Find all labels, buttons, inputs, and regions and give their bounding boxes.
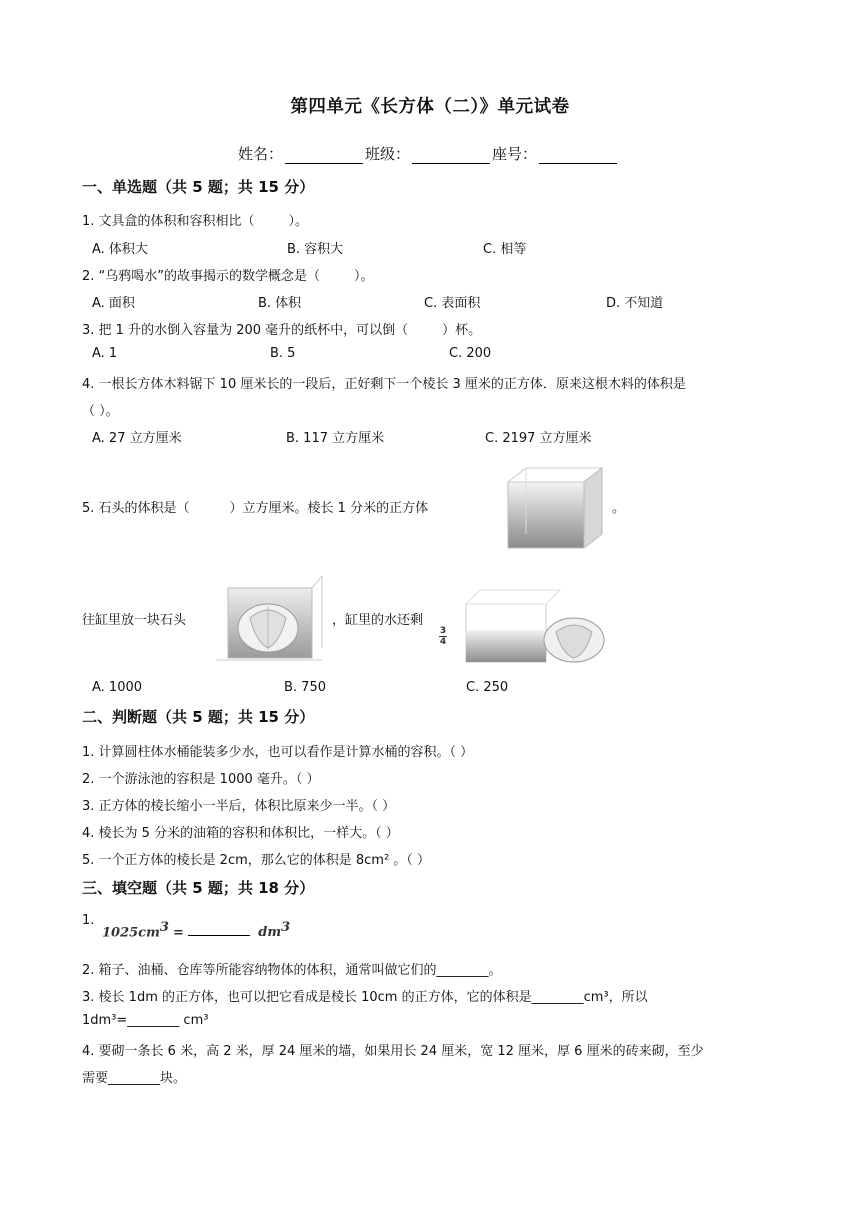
q4-option-b[interactable]: B. 117 立方厘米 bbox=[286, 431, 385, 446]
seat-label: 座号： bbox=[492, 145, 538, 163]
q5-option-c[interactable]: C. 250 bbox=[466, 680, 509, 695]
q5-line2-b: ，缸里的水还剩 bbox=[332, 613, 424, 628]
formula-right-exp: 3 bbox=[281, 920, 291, 935]
q5-option-b[interactable]: B. 750 bbox=[284, 680, 326, 695]
mc-question-4: 4. 一根长方体木料锯下 10 厘米长的一段后，正好剩下一个棱长 3 厘米的正方体．原来这根木料的体积是 bbox=[82, 377, 686, 392]
tf-question-3: 3. 正方体的棱长缩小一半后，体积比原来少一半。（ ） bbox=[82, 799, 396, 814]
mc-question-2 bbox=[82, 265, 374, 284]
q2-stem: 2. “乌鸦喝水”的故事揭示的数学概念是（ bbox=[82, 269, 321, 284]
tf-question-2: 2. 一个游泳池的容积是 1000 毫升。（ ） bbox=[82, 772, 320, 787]
q2-option-d[interactable]: D. 不知道 bbox=[606, 296, 664, 311]
student-info bbox=[238, 143, 619, 164]
formula-right: dm bbox=[258, 925, 282, 941]
name-label: 姓名： bbox=[238, 145, 284, 163]
tf-question-5: 5. 一个正方体的棱长是 2cm，那么它的体积是 8cm² 。（ ） bbox=[82, 853, 430, 868]
fraction-denominator: 4 bbox=[439, 637, 447, 647]
fill-question-2: 2. 箱子、油桶、仓库等所能容纳物体的体积，通常叫做它们的________。 bbox=[82, 963, 502, 978]
q2-option-a[interactable]: A. 面积 bbox=[92, 296, 135, 311]
tf-question-1: 1. 计算圆柱体水桶能装多少水，也可以看作是计算水桶的容积。（ ） bbox=[82, 745, 474, 760]
q2-option-b[interactable]: B. 体积 bbox=[258, 296, 302, 311]
seat-blank[interactable] bbox=[539, 147, 617, 164]
fill-question-1-number: 1. bbox=[82, 913, 95, 928]
formula-left: 1025cm bbox=[102, 925, 160, 941]
fraction-numerator: 3 bbox=[439, 626, 447, 636]
fraction-three-quarters bbox=[439, 626, 447, 647]
formula-left-exp: 3 bbox=[159, 920, 169, 935]
formula-equals: = bbox=[173, 925, 184, 941]
fill-question-4-cont: 需要________块。 bbox=[82, 1071, 187, 1086]
class-label: 班级： bbox=[365, 145, 411, 163]
mc-question-3 bbox=[82, 319, 481, 338]
mc-question-5 bbox=[82, 497, 428, 516]
q3-stem-end: ）杯。 bbox=[442, 323, 482, 338]
q3-stem: 3. 把 1 升的水倒入容量为 200 毫升的纸杯中，可以倒（ bbox=[82, 323, 409, 338]
q1-stem-end: ）。 bbox=[288, 214, 309, 229]
q5-stem-end: 。 bbox=[612, 501, 626, 516]
q2-stem-end: ）。 bbox=[354, 269, 374, 284]
q3-option-c[interactable]: C. 200 bbox=[449, 346, 492, 361]
section-heading-true-false: 二、判断题（共 5 题；共 15 分） bbox=[82, 708, 315, 726]
mc-question-4-cont: （ ）。 bbox=[82, 404, 119, 419]
q1-option-c[interactable]: C. 相等 bbox=[483, 242, 527, 257]
tf-question-4: 4. 棱长为 5 分米的油箱的容积和体积比，一样大。（ ） bbox=[82, 826, 399, 841]
section-heading-multiple-choice: 一、单选题（共 5 题；共 15 分） bbox=[82, 178, 315, 196]
q4-option-c[interactable]: C. 2197 立方厘米 bbox=[485, 431, 592, 446]
q3-option-a[interactable]: A. 1 bbox=[92, 346, 118, 361]
fill-question-3-cont: 1dm³=________ cm³ bbox=[82, 1013, 209, 1028]
fill-question-4: 4. 要砌一条长 6 米，高 2 米，厚 24 厘米的墙，如果用长 24 厘米，宽 12 厘米，厚 6 厘米的砖来砌，至少 bbox=[82, 1044, 704, 1059]
q5-option-a[interactable]: A. 1000 bbox=[92, 680, 143, 695]
section-heading-fill-in: 三、填空题（共 5 题；共 18 分） bbox=[82, 879, 315, 897]
fill-question-1-formula bbox=[102, 920, 290, 940]
cube-water-image bbox=[500, 460, 610, 552]
q1-option-a[interactable]: A. 体积大 bbox=[92, 242, 148, 257]
q1-option-b[interactable]: B. 容积大 bbox=[287, 242, 344, 257]
mc-question-1 bbox=[82, 210, 308, 229]
cube-stone-image bbox=[210, 572, 328, 664]
class-blank[interactable] bbox=[412, 147, 490, 164]
q5-stem: 5. 石头的体积是（ bbox=[82, 501, 190, 516]
fill-blank-1[interactable] bbox=[188, 923, 250, 936]
q3-option-b[interactable]: B. 5 bbox=[270, 346, 296, 361]
q5-stem-mid: ）立方厘米。棱长 1 分米的正方体 bbox=[229, 501, 429, 516]
q1-stem: 1. 文具盒的体积和容积相比（ bbox=[82, 214, 255, 229]
q2-option-c[interactable]: C. 表面积 bbox=[424, 296, 481, 311]
page-title: 第四单元《长方体（二）》单元试卷 bbox=[290, 97, 570, 117]
q4-option-a[interactable]: A. 27 立方厘米 bbox=[92, 431, 182, 446]
q5-line2-a: 往缸里放一块石头 bbox=[82, 613, 187, 628]
tank-stone-outside-image bbox=[460, 578, 610, 668]
fill-question-3: 3. 棱长 1dm 的正方体，也可以把它看成是棱长 10cm 的正方体，它的体积是________cm³，所以 bbox=[82, 990, 648, 1005]
name-blank[interactable] bbox=[285, 147, 363, 164]
